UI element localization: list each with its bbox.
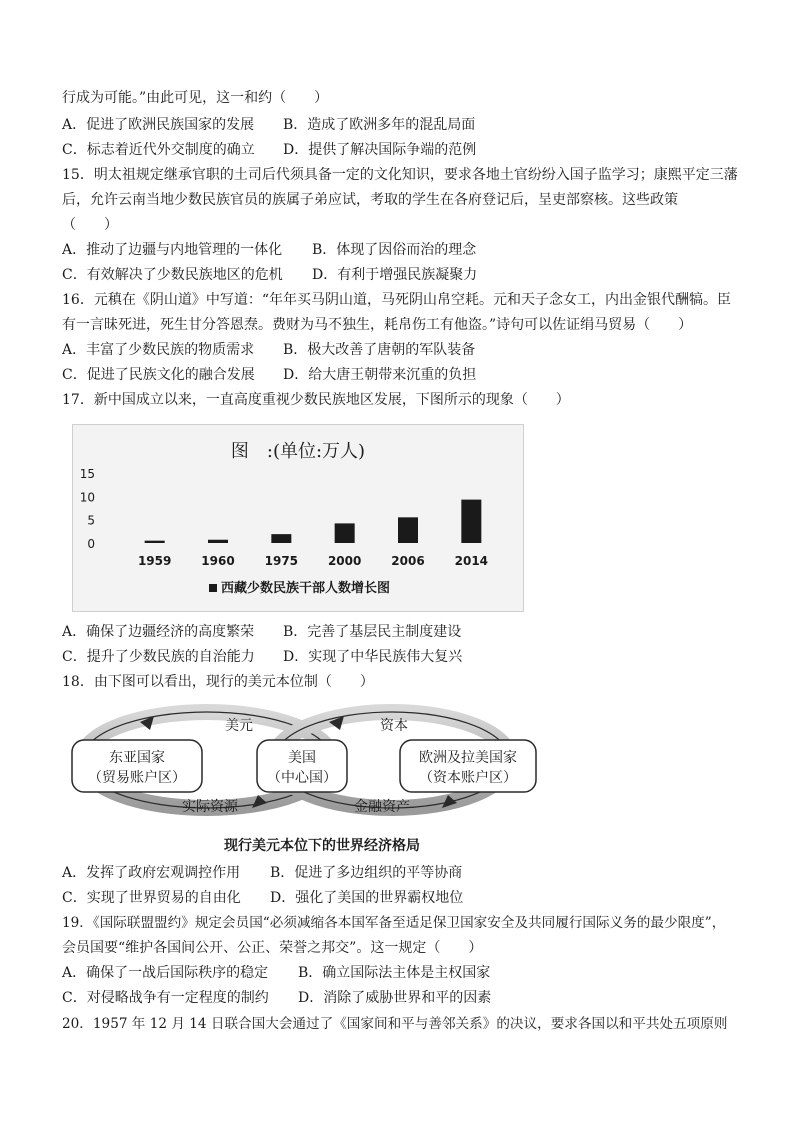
q17-stem: 17．新中国成立以来，一直高度重视少数民族地区发展，下图所示的现象（ ）	[62, 392, 570, 408]
q15-stem-line2: 后，允许云南当地少数民族官员的族属子弟应试，考取的学生在各府登记后，呈吏部察核。这些政策	[62, 192, 678, 208]
q19-option-b: B．确立国际法主体是主权国家	[298, 965, 491, 981]
q14-option-b: B．造成了欧洲多年的混乱局面	[283, 117, 476, 133]
q15-option-b: B．体现了因俗而治的理念	[312, 242, 477, 258]
q14-option-c: C．标志着近代外交制度的确立	[62, 142, 255, 158]
chart-legend-label: 西藏少数民族干部人数增长图	[221, 581, 391, 596]
q16-option-c: C．促进了民族文化的融合发展	[62, 367, 255, 383]
q16-option-b: B．极大改善了唐朝的军队装备	[283, 342, 476, 358]
q17-option-b: B．完善了基层民主制度建设	[283, 624, 462, 640]
x-tick-label: 1960	[201, 554, 235, 568]
q14-option-a: A．促进了欧洲民族国家的发展	[62, 117, 255, 133]
x-tick-label: 1975	[264, 554, 299, 568]
tibet-cadres-bar-chart	[72, 424, 524, 612]
q15-option-a: A．推动了边疆与内地管理的一体化	[62, 242, 283, 258]
chart-title: 图 :(单位:万人)	[230, 441, 366, 462]
x-tick-label: 2006	[391, 554, 425, 568]
q19-option-d: D．消除了威胁世界和平的因素	[298, 990, 492, 1006]
label-capital: 资本	[380, 718, 408, 734]
label-real-resources: 实际资源	[182, 799, 238, 815]
y-tick-label: 0	[87, 537, 95, 551]
y-tick-label: 15	[79, 467, 95, 481]
bar-2006	[398, 517, 418, 543]
bar-1975	[271, 534, 291, 543]
europe-latam-name: 欧洲及拉美国家	[419, 750, 517, 766]
legend-swatch	[209, 584, 217, 592]
q18-option-b: B．促进了多边组织的平等协商	[270, 865, 463, 881]
q15-stem-line3: （ ）	[62, 217, 118, 233]
x-tick-label: 2000	[327, 554, 362, 568]
label-usd: 美元	[225, 718, 253, 734]
q17-option-c: C．提升了少数民族的自治能力	[62, 649, 255, 665]
q16-option-a: A．丰富了少数民族的物质需求	[62, 342, 255, 358]
q15-option-c: C．有效解决了少数民族地区的危机	[62, 267, 283, 283]
q18-option-d: D．强化了美国的世界霸权地位	[270, 890, 464, 906]
q16-stem-line2: 有一言昧死进，死生甘分答恩焘。费财为马不独生，耗帛伤工有他盗。”诗句可以佐证绢马贸易（ ）	[62, 317, 693, 333]
q14-option-d: D．提供了解决国际争端的范例	[283, 142, 477, 158]
q17-option-a: A．确保了边疆经济的高度繁荣	[62, 624, 255, 640]
y-tick-label: 5	[87, 513, 95, 528]
q18-option-a: A．发挥了政府宏观调控作用	[62, 865, 241, 881]
diagram-caption: 现行美元本位下的世界经济格局	[224, 838, 420, 854]
dollar-standard-diagram	[62, 700, 542, 860]
chart-svg	[73, 425, 523, 611]
q16-stem-line1: 16．元稹在《阴山道》中写道：“年年买马阴山道，马死阴山帛空耗。元和天子念女工，内出金银代酬犒。臣	[62, 292, 731, 308]
bar-1960	[208, 540, 228, 543]
q14-stem-tail: 行成为可能。”由此可见，这一和约（ ）	[62, 90, 329, 106]
q19-stem-line1: 19．《国际联盟盟约》规定会员国“必须减缩各本国军备至适足保卫国家安全及共同履行国际义务的最少限度”，	[62, 915, 726, 931]
label-financial-assets: 金融资产	[354, 799, 410, 815]
usa-role: （中心国）	[267, 770, 337, 786]
x-tick-label: 1959	[137, 554, 172, 568]
usa-name: 美国	[288, 750, 316, 766]
europe-latam-role: （资本账户区）	[419, 770, 517, 786]
x-tick-label: 2014	[454, 554, 489, 568]
y-tick-label: 10	[79, 490, 95, 505]
east-asia-name: 东亚国家	[109, 750, 165, 766]
q17-option-d: D．实现了中华民族伟大复兴	[283, 649, 463, 665]
q18-stem: 18．由下图可以看出，现行的美元本位制（ ）	[62, 674, 374, 690]
bar-2014	[461, 500, 481, 543]
bar-1959	[145, 541, 165, 543]
q16-option-d: D．给大唐王朝带来沉重的负担	[283, 367, 477, 383]
q18-option-c: C．实现了世界贸易的自由化	[62, 890, 241, 906]
q20-stem-line1: 20．1957 年 12 月 14 日联合国大会通过了《国家间和平与善邻关系》的决议，要求各国以和平共处五项原则	[62, 1016, 728, 1032]
diagram-svg	[62, 700, 542, 860]
q19-stem-line2: 会员国要“维护各国间公开、公正、荣誉之邦交”。这一规定（ ）	[62, 940, 483, 956]
bar-2000	[335, 523, 355, 543]
q15-option-d: D．有利于增强民族凝聚力	[312, 267, 478, 283]
q19-option-a: A．确保了一战后国际秩序的稳定	[62, 965, 269, 981]
q15-stem-line1: 15．明太祖规定继承官职的土司后代须具备一定的文化知识，要求各地土官纷纷入国子监学习；康熙平定三藩	[62, 167, 738, 183]
q19-option-c: C．对侵略战争有一定程度的制约	[62, 990, 269, 1006]
east-asia-role: （贸易账户区）	[88, 770, 186, 786]
